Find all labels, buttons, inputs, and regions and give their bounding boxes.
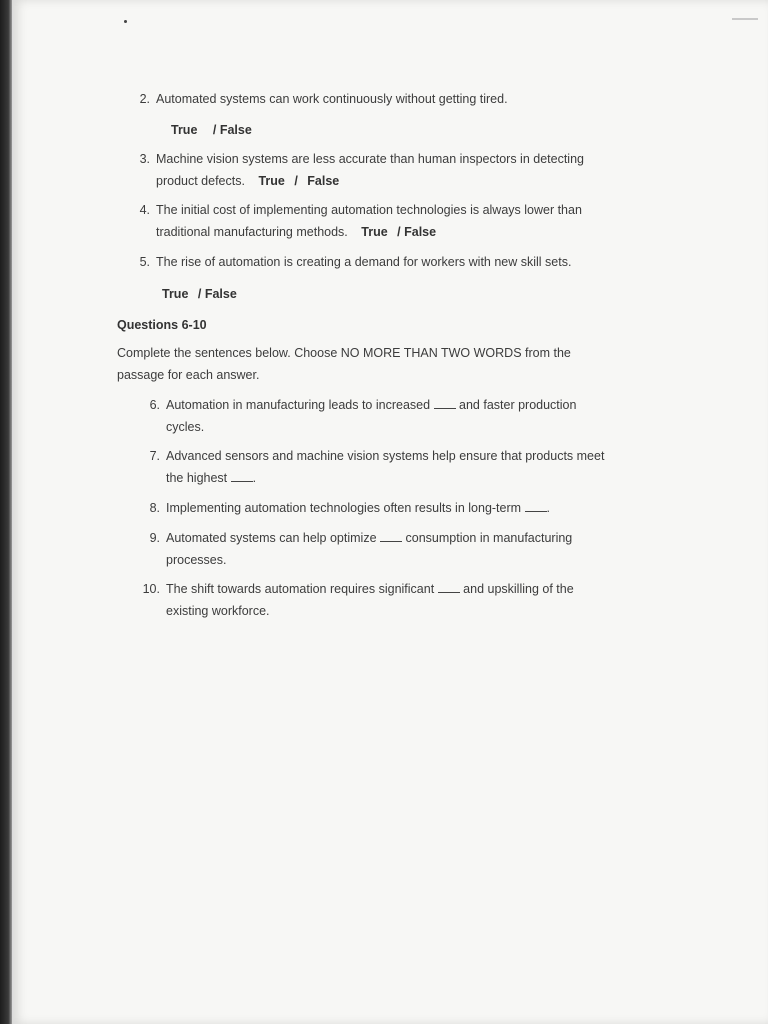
question-3-line-2 (156, 170, 339, 192)
section-heading: Questions 6-10 (117, 318, 207, 332)
instructions-line-1: Complete the sentences below. Choose NO MORE THAN TWO WORDS from the (117, 346, 571, 360)
question-text-line-1: Advanced sensors and machine vision systems help ensure that products meet (166, 449, 605, 463)
option-false[interactable]: / False (212, 123, 252, 137)
option-true[interactable]: True (162, 287, 189, 301)
question-number: 6. (149, 398, 160, 412)
question-number: 9. (149, 531, 160, 545)
answer-blank[interactable] (380, 531, 402, 542)
question-text: Automated systems can work continuously without getting tired. (156, 92, 508, 106)
sentence-before-blank: Implementing automation technologies often results in long-term (166, 501, 522, 515)
question-number: 2. (139, 92, 150, 106)
question-text-line-1 (166, 578, 656, 600)
question-number: 4. (139, 203, 150, 217)
question-7-line-2 (166, 467, 256, 489)
sentence-after-blank: . (252, 471, 257, 485)
question-6-line-2 (166, 416, 204, 438)
option-true[interactable]: True (258, 174, 285, 188)
question-number: 10. (142, 582, 160, 596)
sentence-before-blank: Automated systems can help optimize (166, 531, 377, 545)
question-number: 3. (139, 152, 150, 166)
answer-blank[interactable] (231, 471, 253, 482)
question-text-line-1 (166, 527, 656, 549)
sentence-before-blank: The shift towards automation requires significant (166, 582, 435, 596)
option-separator: / (294, 174, 298, 188)
question-text-line-2: product defects. (156, 174, 245, 188)
question-10-line-2 (166, 600, 270, 622)
question-text-line-2: existing workforce. (166, 604, 270, 618)
question-text-line-1 (166, 394, 656, 416)
question-number: 7. (149, 449, 160, 463)
sentence-after-blank: consumption in manufacturing (405, 531, 573, 545)
answer-blank[interactable] (434, 398, 456, 409)
question-text-line-2: processes. (166, 553, 227, 567)
option-false[interactable]: / False (197, 287, 237, 301)
option-true[interactable]: True (361, 225, 388, 239)
question-2-options (171, 119, 252, 141)
question-number: 8. (149, 501, 160, 515)
question-5-options (162, 283, 237, 305)
option-true[interactable]: True (171, 123, 198, 137)
question-text: The rise of automation is creating a demand for workers with new skill sets. (156, 255, 572, 269)
sentence-after-blank: and upskilling of the (463, 582, 574, 596)
worksheet-page (12, 0, 768, 1024)
option-false[interactable]: / False (397, 225, 437, 239)
question-text-line-2: traditional manufacturing methods. (156, 225, 348, 239)
sentence-before-blank: the highest (166, 471, 228, 485)
instructions-line-2: passage for each answer. (117, 368, 260, 382)
answer-blank[interactable] (438, 582, 460, 593)
question-text-line-2: cycles. (166, 420, 205, 434)
question-text (166, 497, 656, 519)
question-text-line-1: Machine vision systems are less accurate than human inspectors in detecting (156, 152, 584, 166)
question-text-line-1: The initial cost of implementing automation technologies is always lower than (156, 203, 582, 217)
sentence-before-blank: Automation in manufacturing leads to increased (166, 398, 431, 412)
worksheet-content (12, 0, 768, 1024)
question-4-line-2 (156, 221, 436, 243)
sentence-after-blank: . (546, 501, 551, 515)
section-instructions (117, 342, 637, 386)
answer-blank[interactable] (525, 501, 547, 512)
question-9-line-2 (166, 549, 226, 571)
question-number: 5. (139, 255, 150, 269)
option-false[interactable]: False (307, 174, 340, 188)
sentence-after-blank: and faster production (459, 398, 577, 412)
